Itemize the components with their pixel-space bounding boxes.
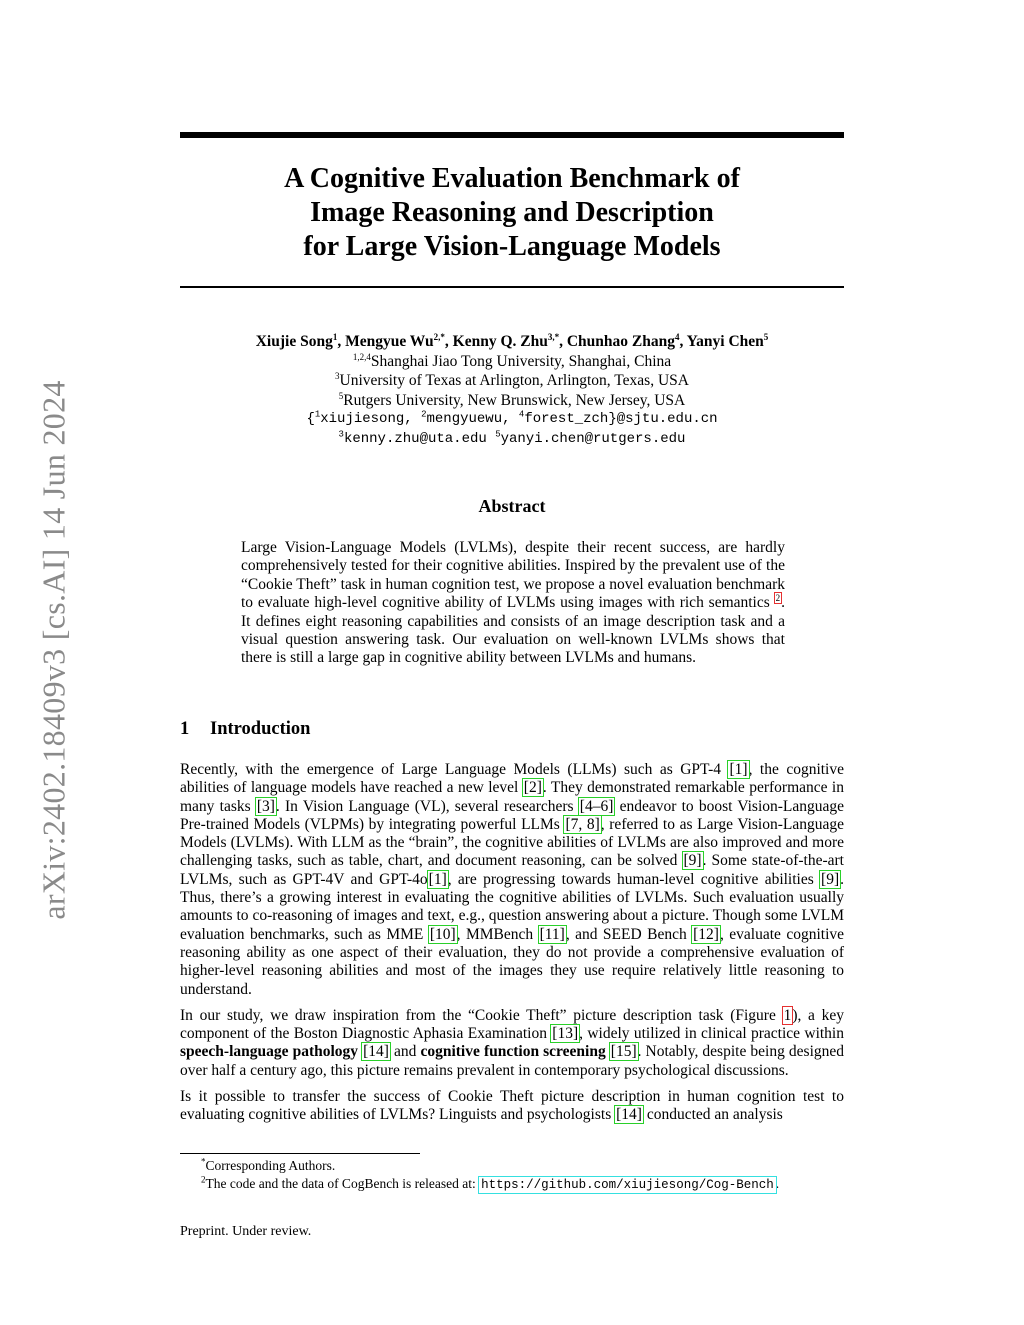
- author-emails: {$^1$xiujiesong, $^2$mengyuewu, $^4$forest_zch}@sjtu.edu.cn: [306, 409, 718, 427]
- abstract-heading: Abstract: [478, 496, 546, 516]
- citation-link[interactable]: [10]: [429, 925, 456, 943]
- citation-link[interactable]: [7, 8]: [565, 815, 600, 833]
- footnote: *Corresponding Authors.: [201, 1156, 336, 1173]
- author-name: Kenny Q. Zhu: [452, 333, 548, 350]
- code-url-link[interactable]: https://github.com/xiujiesong/Cog-Bench: [481, 1178, 774, 1192]
- affiliation: $^3$University of Texas at Arlington, Arlington, Texas, USA: [335, 370, 689, 389]
- citation-link[interactable]: [4–6]: [579, 797, 614, 815]
- citation-link[interactable]: [14]: [363, 1043, 389, 1061]
- footnotes: [180, 1157, 844, 1194]
- citation-link[interactable]: [11]: [539, 925, 565, 943]
- arxiv-identifier: arXiv:2402.18409v3 [cs.AI] 14 Jun 2024: [35, 380, 72, 920]
- citation-link[interactable]: [9]: [683, 852, 702, 870]
- title-line: Image Reasoning and Description: [310, 197, 714, 228]
- affiliation: $^{1,2,4}$Shanghai Jiao Tong University, Shanghai, China: [352, 351, 672, 370]
- citation-link[interactable]: [14]: [616, 1106, 642, 1124]
- citation-link[interactable]: [1]: [428, 870, 447, 888]
- section-number: 1: [180, 719, 190, 739]
- paragraph: Recently, with the emergence of Large Language Models (LLMs) such as GPT-4 [1], the cognitive abilities of language models have reached a new level [2]. They demonstrated remarkable performance in many tasks [3]. In Vision Language (VL), several researchers [4–6] endeavor to boost Vision-Language Pre-trained Models (VLPMs) by integrating powerful LLMs [7, 8], referred to as Large Vision-Language Models (LVLMs). With LLM as the “brain”, the cognitive abilities of LVLMs are also improved and more challenging tasks, such as table, chart, and document reasoning, can be solved [9]. Some state-of-the-art LVLMs, such as GPT-4V and GPT-4o[1], are progressing towards human-level cognitive abilities [9]. Thus, there’s a growing interest in evaluating the cognitive abilities of LVLMs. Such evaluation usually amounts to co-reasoning of images and text, e.g., question answering about a picture. Though some LVLM evaluation benchmarks, such as MME [10], MMBench [11], and SEED Bench [12], evaluate cognitive reasoning ability as one aspect of their evaluation, they do not provide a comprehensive evaluation of higher-level reasoning abilities and most of the images they use require relatively little reasoning to understand.: [180, 761, 845, 998]
- citation-link[interactable]: [15]: [610, 1043, 637, 1061]
- affiliation: $^5$Rutgers University, New Brunswick, New Jersey, USA: [338, 390, 686, 409]
- section-heading: [180, 719, 310, 740]
- title-line: A Cognitive Evaluation Benchmark of: [284, 163, 740, 194]
- citation-link[interactable]: [12]: [693, 925, 719, 943]
- footnote-rule: [180, 1153, 420, 1154]
- abstract-text: Large Vision-Language Models (LVLMs), despite their recent success, are hardly comprehensively tested for their cognitive abilities. Inspired by the prevalent use of the “Cookie Theft” task in human cognition test, we propose a novel evaluation benchmark to evaluate high-level cognitive ability of LVLMs using images with rich semantics $^2$. It defines eight reasoning capabilities and consists of an image description task and a visual question answering task. Our evaluation on well-known LVLMs shows that there is still a large gap in cognitive ability between LVLMs and humans.: [241, 539, 785, 667]
- author-name: Xiujie Song: [255, 333, 333, 350]
- citation-link[interactable]: [3]: [256, 797, 275, 815]
- author-name: Yanyi Chen: [686, 333, 764, 350]
- paragraph: In our study, we draw inspiration from the “Cookie Theft” picture description task (Figure 1), a key component of the Boston Diagnostic Aphasia Examination [13], widely utilized in clinical practice within speech-language pathology [14] and cognitive function screening [15]. Notably, despite being designed over half a century ago, this picture remains prevalent in contemporary psychological discussions.: [180, 1006, 845, 1079]
- author-name: Chunhao Zhang: [566, 333, 675, 350]
- author-name: Mengyue Wu: [345, 333, 434, 350]
- preprint-footer: Preprint. Under review.: [180, 1224, 312, 1239]
- section-title: Introduction: [210, 719, 311, 739]
- paragraph: Is it possible to transfer the success of Cookie Theft picture description in human cognition test to evaluating cognitive abilities of LVLMs? Linguists and psychologists [14] conducted an analysis: [180, 1088, 844, 1124]
- author-emails: $^3$kenny.zhu@uta.edu $^5$yanyi.chen@rutgers.edu: [338, 428, 686, 447]
- figure-link[interactable]: 1: [783, 1006, 792, 1024]
- footnote-link[interactable]: 2: [775, 593, 781, 604]
- citation-link[interactable]: [9]: [821, 870, 840, 888]
- title-line: for Large Vision-Language Models: [303, 231, 721, 262]
- citation-link[interactable]: [13]: [552, 1025, 579, 1043]
- author-names: Xiujie Song$^1$, Mengyue $Wu^{2,*}$, Kenny Q. Zhu$^{3,*}$, Chunhao Zhang$^4$, Yanyi Chen$^5$: [255, 331, 769, 350]
- citation-link[interactable]: [1]: [729, 761, 748, 778]
- introduction-body: [180, 761, 844, 1133]
- footnote: $^2$The code and the data of CogBench is released at: https://github.com/xiujiesong/Cog-Bench .: [201, 1174, 780, 1192]
- author-block: [180, 332, 844, 449]
- citation-link[interactable]: [2]: [523, 779, 542, 797]
- title-top-rule: [180, 132, 844, 138]
- paper-title: [180, 162, 844, 264]
- title-bottom-rule: [180, 286, 844, 288]
